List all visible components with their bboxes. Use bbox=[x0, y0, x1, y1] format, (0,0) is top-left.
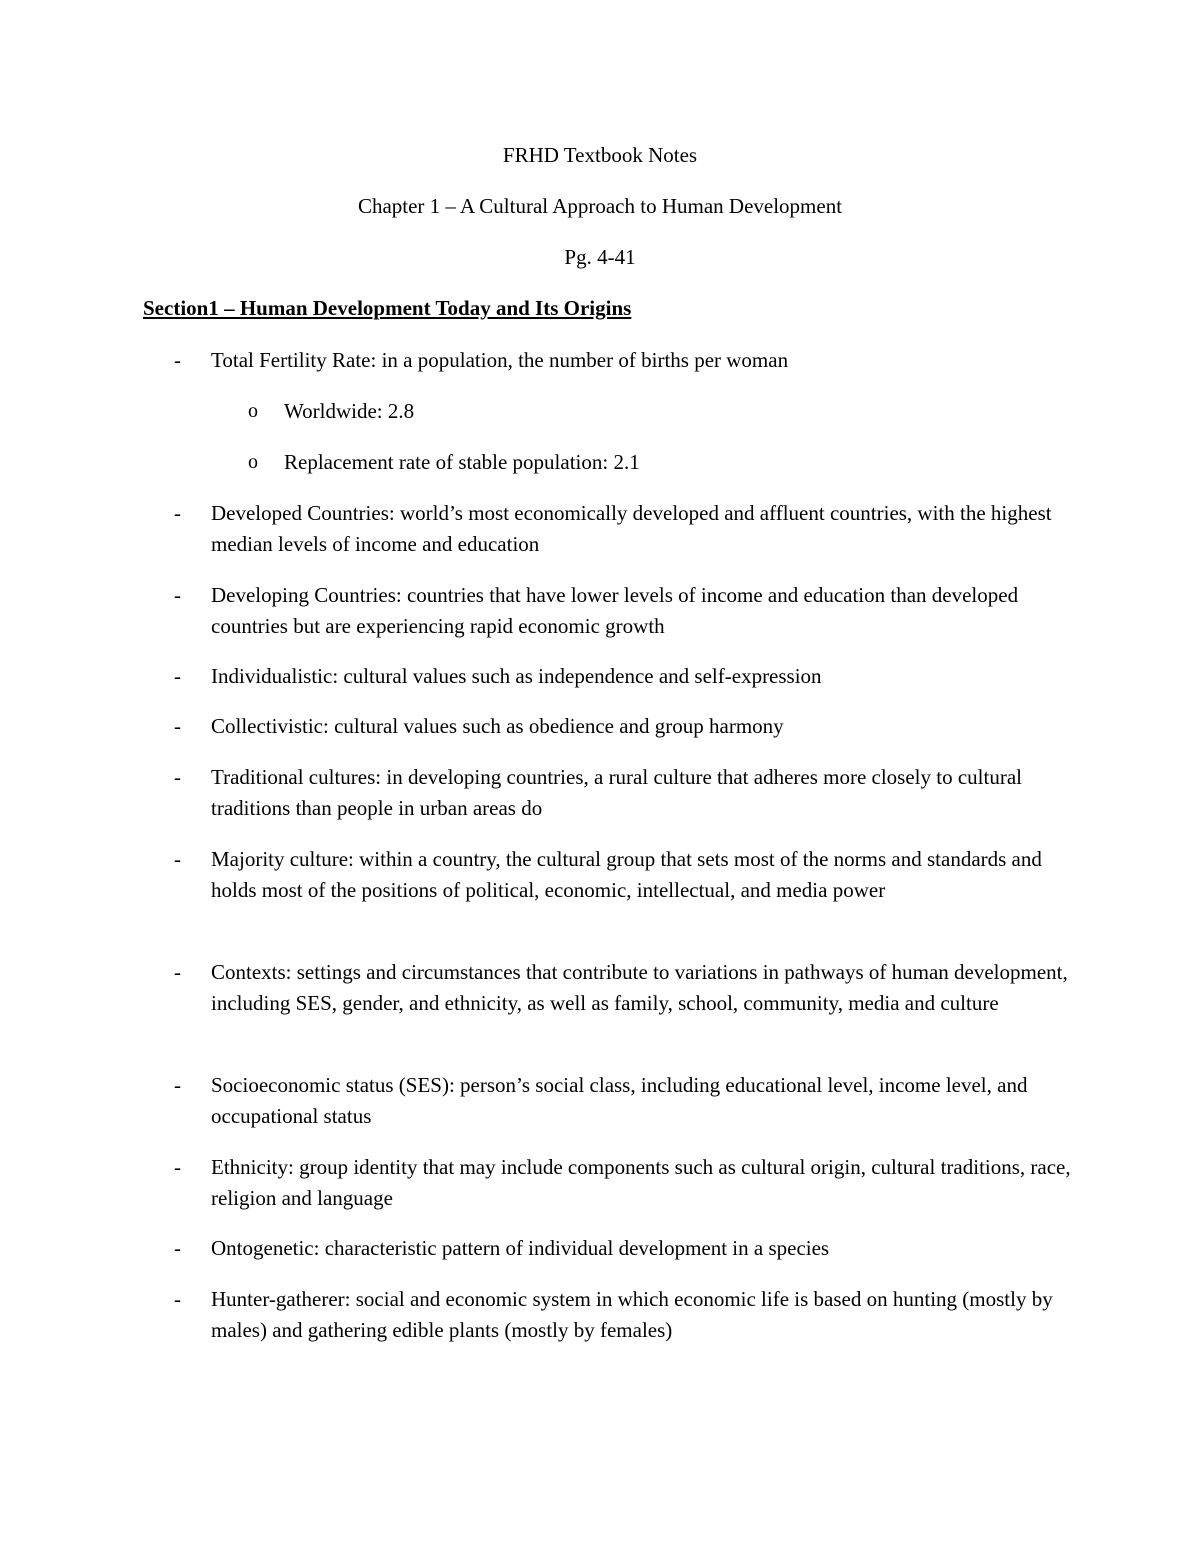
page-range: Pg. 4-41 bbox=[564, 245, 636, 269]
list-item-text: Traditional cultures: in developing countries, a rural culture that adheres more closely to cultural traditions than people in urban areas do bbox=[211, 765, 1022, 820]
list-item-text: Ontogenetic: characteristic pattern of individual development in a species bbox=[211, 1236, 830, 1260]
list-item-text: Majority culture: within a country, the cultural group that sets most of the norms and standards and holds most of the positions of political, economic, intellectual, and media power bbox=[211, 847, 1042, 902]
dash-bullet: - bbox=[174, 1155, 181, 1179]
dash-bullet: - bbox=[174, 348, 181, 372]
chapter-title: Chapter 1 – A Cultural Approach to Human Development bbox=[357, 194, 843, 218]
list-item-text: Developing Countries: countries that have lower levels of income and education than developed countries but are experiencing rapid economic growth bbox=[211, 583, 1019, 638]
sub-item-text: Replacement rate of stable population: 2.1 bbox=[284, 450, 640, 474]
list-item-text: Collectivistic: cultural values such as obedience and group harmony bbox=[211, 714, 784, 738]
list-item-text: Hunter-gatherer: social and economic system in which economic life is based on hunting (mostly by males) and gathering edible plants (mostly by females) bbox=[211, 1287, 1053, 1342]
dash-bullet: - bbox=[174, 765, 181, 789]
dash-bullet: - bbox=[174, 664, 181, 688]
list-item-text: Total Fertility Rate: in a population, the number of births per woman bbox=[211, 348, 789, 372]
sub-item-text: Worldwide: 2.8 bbox=[284, 399, 415, 423]
circle-bullet: o bbox=[248, 400, 258, 422]
circle-bullet: o bbox=[248, 451, 258, 473]
dash-bullet: - bbox=[174, 714, 181, 738]
list-item-text: Contexts: settings and circumstances that contribute to variations in pathways of human development, including SES, gender, and ethnicity, as well as family, school, community, media and culture bbox=[211, 960, 1068, 1015]
list-item-text: Socioeconomic status (SES): person’s social class, including educational level, income level, and occupational status bbox=[211, 1073, 1028, 1128]
dash-bullet: - bbox=[174, 1073, 181, 1097]
dash-bullet: - bbox=[174, 960, 181, 984]
list-item-text: Ethnicity: group identity that may include components such as cultural origin, cultural traditions, race, religion and language bbox=[211, 1155, 1071, 1210]
document-title: FRHD Textbook Notes bbox=[502, 143, 698, 167]
dash-bullet: - bbox=[174, 1236, 181, 1260]
list-item-text: Individualistic: cultural values such as independence and self-expression bbox=[211, 664, 822, 688]
dash-bullet: - bbox=[174, 1287, 181, 1311]
section-heading: Section1 – Human Development Today and Its Origins bbox=[143, 296, 632, 320]
dash-bullet: - bbox=[174, 501, 181, 525]
dash-bullet: - bbox=[174, 583, 181, 607]
dash-bullet: - bbox=[174, 847, 181, 871]
list-item-text: Developed Countries: world’s most economically developed and affluent countries, with the highest median levels of income and education bbox=[211, 501, 1052, 556]
